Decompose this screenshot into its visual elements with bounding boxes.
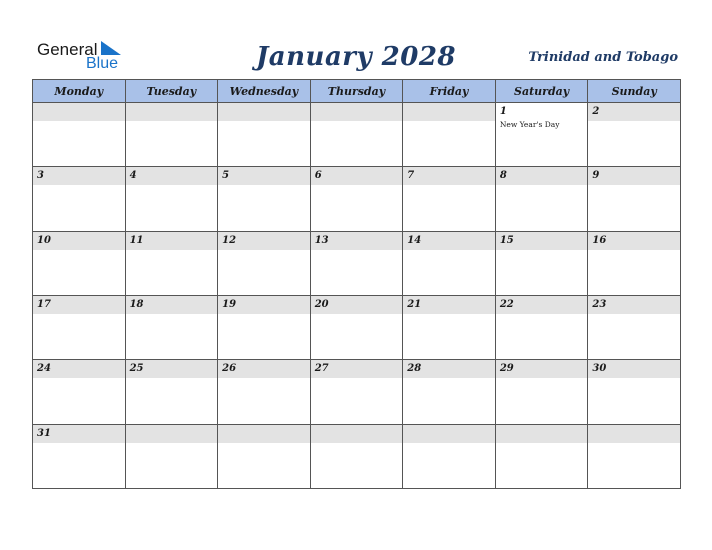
empty-day-cell <box>310 103 403 167</box>
day-number: 21 <box>403 296 495 314</box>
day-cell <box>403 231 496 295</box>
day-number: 8 <box>496 167 588 185</box>
day-number <box>496 425 588 443</box>
day-number: 10 <box>33 232 125 250</box>
day-number: 2 <box>588 103 680 121</box>
day-number: 1 <box>496 103 588 121</box>
day-number: 27 <box>311 360 403 378</box>
empty-day-cell <box>403 103 496 167</box>
day-cell <box>403 167 496 231</box>
day-number: 17 <box>33 296 125 314</box>
logo-blue-text: Blue <box>86 55 119 72</box>
empty-day-cell <box>218 103 311 167</box>
day-number <box>33 103 125 121</box>
day-cell <box>588 231 681 295</box>
day-number <box>218 425 310 443</box>
day-cell <box>588 167 681 231</box>
day-number: 29 <box>496 360 588 378</box>
day-cell <box>588 103 681 167</box>
day-number: 7 <box>403 167 495 185</box>
day-cell <box>218 295 311 359</box>
day-number <box>126 425 218 443</box>
day-number <box>588 425 680 443</box>
weekday-header: Tuesday <box>125 80 218 103</box>
day-number: 12 <box>218 232 310 250</box>
day-cell <box>218 360 311 424</box>
weekday-header-row <box>33 80 681 103</box>
weekday-header: Thursday <box>310 80 403 103</box>
empty-day-cell <box>33 103 126 167</box>
weekday-header: Friday <box>403 80 496 103</box>
day-number: 30 <box>588 360 680 378</box>
day-cell <box>310 231 403 295</box>
day-cell <box>310 295 403 359</box>
logo <box>37 40 127 74</box>
day-cell <box>125 231 218 295</box>
weekday-header: Wednesday <box>218 80 311 103</box>
calendar-grid <box>32 79 681 489</box>
day-cell <box>33 424 126 488</box>
day-cell <box>33 231 126 295</box>
day-number: 5 <box>218 167 310 185</box>
day-cell <box>310 167 403 231</box>
country-label: Trinidad and Tobago <box>528 50 678 65</box>
day-number: 16 <box>588 232 680 250</box>
day-cell <box>588 295 681 359</box>
empty-day-cell <box>403 424 496 488</box>
day-cell <box>33 167 126 231</box>
day-number: 19 <box>218 296 310 314</box>
day-cell <box>495 103 588 167</box>
day-number: 15 <box>496 232 588 250</box>
week-row <box>33 103 681 167</box>
week-row <box>33 231 681 295</box>
day-number <box>311 425 403 443</box>
day-number: 3 <box>33 167 125 185</box>
empty-day-cell <box>495 424 588 488</box>
week-row <box>33 295 681 359</box>
day-number: 26 <box>218 360 310 378</box>
day-cell <box>33 295 126 359</box>
day-cell <box>403 295 496 359</box>
empty-day-cell <box>218 424 311 488</box>
day-number: 24 <box>33 360 125 378</box>
day-cell <box>310 360 403 424</box>
day-cell <box>33 360 126 424</box>
day-number: 31 <box>33 425 125 443</box>
day-number <box>218 103 310 121</box>
day-number: 4 <box>126 167 218 185</box>
day-cell <box>495 231 588 295</box>
day-cell <box>125 360 218 424</box>
day-cell <box>588 360 681 424</box>
empty-day-cell <box>125 424 218 488</box>
day-cell <box>495 360 588 424</box>
day-number <box>403 425 495 443</box>
day-number: 22 <box>496 296 588 314</box>
empty-day-cell <box>310 424 403 488</box>
day-number <box>403 103 495 121</box>
day-number <box>126 103 218 121</box>
page-title: January 2028 <box>255 42 457 72</box>
weekday-header: Monday <box>33 80 126 103</box>
day-cell <box>495 295 588 359</box>
day-number: 11 <box>126 232 218 250</box>
week-row <box>33 424 681 488</box>
day-number: 28 <box>403 360 495 378</box>
empty-day-cell <box>125 103 218 167</box>
holiday-label: New Year's Day <box>499 120 560 129</box>
day-number: 13 <box>311 232 403 250</box>
day-number <box>311 103 403 121</box>
day-cell <box>403 360 496 424</box>
day-cell <box>125 295 218 359</box>
day-number: 9 <box>588 167 680 185</box>
day-number: 18 <box>126 296 218 314</box>
day-number: 14 <box>403 232 495 250</box>
day-cell <box>125 167 218 231</box>
day-number: 20 <box>311 296 403 314</box>
week-row <box>33 360 681 424</box>
week-row <box>33 167 681 231</box>
calendar-body <box>33 103 681 489</box>
day-cell <box>495 167 588 231</box>
weekday-header: Sunday <box>588 80 681 103</box>
weekday-header: Saturday <box>495 80 588 103</box>
day-cell <box>218 231 311 295</box>
day-number: 6 <box>311 167 403 185</box>
day-cell <box>218 167 311 231</box>
day-number: 23 <box>588 296 680 314</box>
day-number: 25 <box>126 360 218 378</box>
empty-day-cell <box>588 424 681 488</box>
logo-general-text: General <box>37 40 98 59</box>
